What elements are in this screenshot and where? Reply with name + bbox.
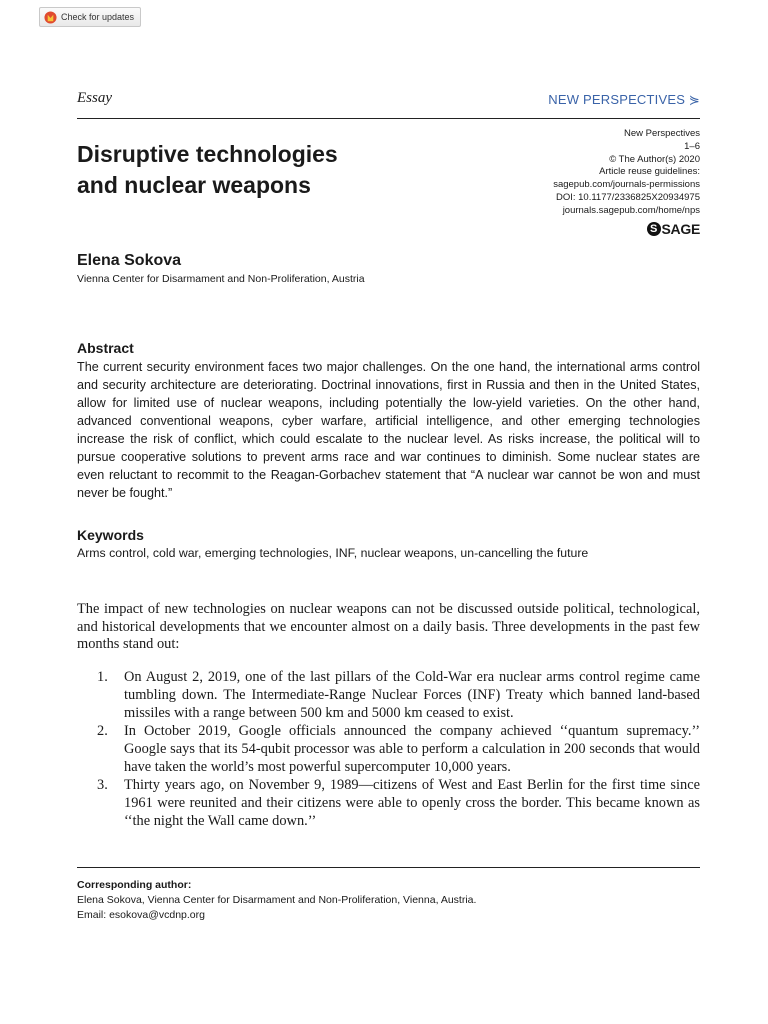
list-item	[77, 668, 700, 722]
footnote-email[interactable]: Email: esokova@vcdnp.org	[77, 909, 205, 921]
meta-pages: 1–6	[684, 140, 700, 152]
title-line-2: and nuclear weapons	[77, 172, 311, 198]
author-affiliation: Vienna Center for Disarmament and Non-Proliferation, Austria	[77, 273, 365, 285]
list-item-text: On August 2, 2019, one of the last pillars of the Cold-War era nuclear arms control regime came tumbling down. The Intermediate-Range Nuclear Forces (INF) Treaty which banned land-based missiles with a range between 500 km and 5000 km ceased to exist.	[124, 669, 700, 721]
meta-reuse-link[interactable]: sagepub.com/journals-permissions	[553, 179, 700, 191]
title-line-1: Disruptive technologies	[77, 141, 338, 167]
author-name: Elena Sokova	[77, 252, 182, 269]
footnote-line-1: Elena Sokova, Vienna Center for Disarmament and Non-Proliferation, Vienna, Austria.	[77, 894, 477, 906]
article-title	[77, 139, 437, 201]
list-item-text: Thirty years ago, on November 9, 1989—citizens of West and East Berlin for the first time since 1961 were reunited and their citizens were able to openly cross the border. This became known as ‘‘the night the Wall came down.’’	[124, 777, 700, 829]
sage-s-icon: S	[647, 222, 661, 236]
meta-copyright: © The Author(s) 2020	[609, 153, 700, 165]
check-for-updates-label: Check for updates	[61, 12, 135, 22]
list-item-number: 2.	[97, 723, 108, 739]
footnote-divider	[77, 867, 700, 868]
header-divider	[77, 118, 700, 119]
meta-home-link[interactable]: journals.sagepub.com/home/nps	[562, 204, 700, 216]
abstract-heading: Abstract	[77, 340, 134, 356]
sage-logo	[647, 221, 700, 237]
keywords-text: Arms control, cold war, emerging technologies, INF, nuclear weapons, un-cancelling the future	[77, 546, 589, 560]
crossmark-icon	[44, 11, 57, 24]
check-for-updates-button[interactable]	[39, 7, 141, 27]
section-label: Essay	[77, 90, 112, 106]
article-metadata	[470, 128, 700, 218]
journal-brand: NEW PERSPECTIVES ⋟	[548, 92, 700, 107]
keywords-heading: Keywords	[77, 527, 144, 543]
list-item-number: 3.	[97, 777, 108, 793]
list-item	[77, 722, 700, 776]
footnote	[77, 878, 476, 923]
body-intro-paragraph: The impact of new technologies on nuclear weapons can not be discussed outside political, technological, and historical developments that we encounter almost on a daily basis. Three developments in the past few months stand out:	[77, 601, 700, 652]
list-item	[77, 776, 700, 830]
list-item-number: 1.	[97, 669, 108, 685]
developments-list	[77, 668, 700, 830]
list-item-text: In October 2019, Google officials announced the company achieved ‘‘quantum supremacy.’’ Google says that its 54-qubit processor was able to perform a calculation in 200 seconds that would have taken the world’s most powerful supercomputer 10,000 years.	[124, 723, 700, 775]
footnote-label: Corresponding author:	[77, 879, 192, 891]
meta-reuse: Article reuse guidelines:	[599, 166, 700, 178]
abstract-text: The current security environment faces two major challenges. On the one hand, the international arms control and security architecture are deteriorating. Doctrinal innovations, first in Russia and then in the United States, allow for limited use of nuclear weapons, including potentially the low-yield varieties. On the other hand, advanced conventional weapons, cyber warfare, artificial intelligence, and other emerging technologies increase the risk of conflict, which could escalate to the nuclear level. As risks increase, the political will to pursue cooperative solutions to prevent arms race and war continues to diminish. Some nuclear states are even reluctant to recommit to the Reagan-Gorbachev statement that “A nuclear war cannot be won and must never be fought.”	[77, 360, 700, 500]
sage-logo-text: SAGE	[661, 221, 700, 237]
meta-doi[interactable]: DOI: 10.1177/2336825X20934975	[555, 191, 700, 203]
meta-journal: New Perspectives	[623, 128, 700, 139]
